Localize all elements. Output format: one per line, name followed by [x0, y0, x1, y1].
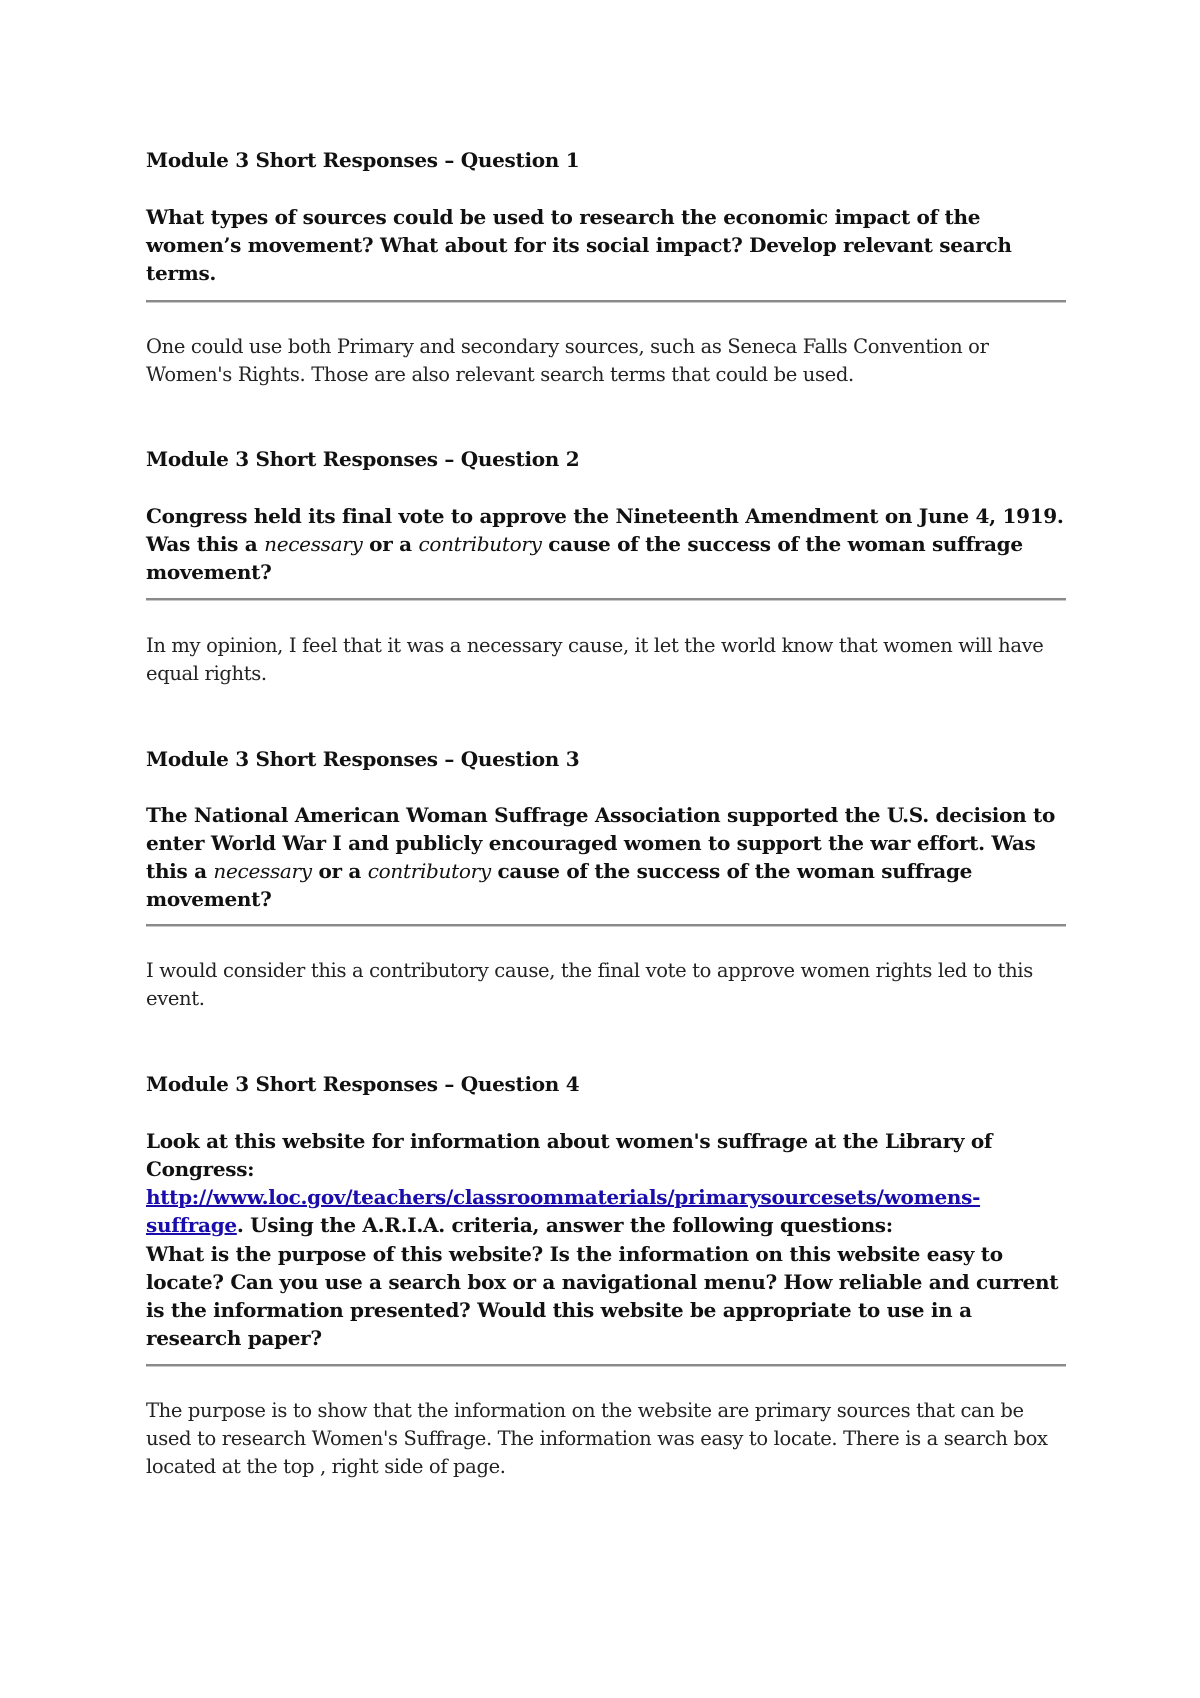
- question-2-answer: In my opinion, I feel that it was a necessary cause, it let the world know that women will have equal rights.: [146, 634, 1044, 685]
- question-3-heading: Module 3 Short Responses – Question 3: [146, 747, 580, 771]
- answer-divider-4: [146, 1364, 1066, 1367]
- necessary-term: necessary: [213, 859, 312, 883]
- loc-website-link[interactable]: http://www.loc.gov/teachers/classroommaterials/primarysourcesets/womens-suffrage: [146, 1185, 981, 1237]
- question-3-prompt: The National American Woman Suffrage Association supported the U.S. decision to enter World War I and publicly encouraged women to support the war effort. Was this a necessary or a contributory cause of the success of the woman suffrage movement?: [146, 803, 1056, 911]
- question-4-answer: The purpose is to show that the information on the website are primary sources that can be used to research Women's Suffrage. The information was easy to locate. There is a search box located at the top , right side of page.: [146, 1399, 1048, 1478]
- necessary-term: necessary: [264, 532, 363, 556]
- contributory-term: contributory: [418, 532, 542, 556]
- contributory-term: contributory: [367, 859, 491, 883]
- answer-divider-2: [146, 598, 1066, 601]
- answer-divider-3: [146, 924, 1066, 927]
- question-4-heading: Module 3 Short Responses – Question 4: [146, 1072, 580, 1096]
- question-2-prompt: Congress held its final vote to approve the Nineteenth Amendment on June 4, 1919. Was this a necessary or a contributory cause of the success of the woman suffrage movement?: [146, 504, 1064, 584]
- question-2-heading: Module 3 Short Responses – Question 2: [146, 447, 580, 471]
- question-1-prompt: What types of sources could be used to research the economic impact of the women’s movement? What about for its social impact? Develop relevant search terms.: [146, 205, 1012, 285]
- question-4-intro: Look at this website for information about women's suffrage at the Library of Congress: http://www.loc.gov/teachers/classroommaterials/primarysourcesets/womens-suffrage. Using the A.R.I.A. criteria, answer the following questions:: [146, 1129, 993, 1237]
- question-1-heading: Module 3 Short Responses – Question 1: [146, 148, 580, 172]
- question-1-answer: One could use both Primary and secondary sources, such as Seneca Falls Convention or Women's Rights. Those are also relevant search terms that could be used.: [146, 335, 989, 386]
- question-4-prompt: What is the purpose of this website? Is the information on this website easy to locate? Can you use a search box or a navigational menu? How reliable and current is the information presented? Would this website be appropriate to use in a research paper?: [146, 1242, 1059, 1350]
- question-3-answer: I would consider this a contributory cause, the final vote to approve women rights led to this event.: [146, 959, 1033, 1010]
- answer-divider-1: [146, 300, 1066, 303]
